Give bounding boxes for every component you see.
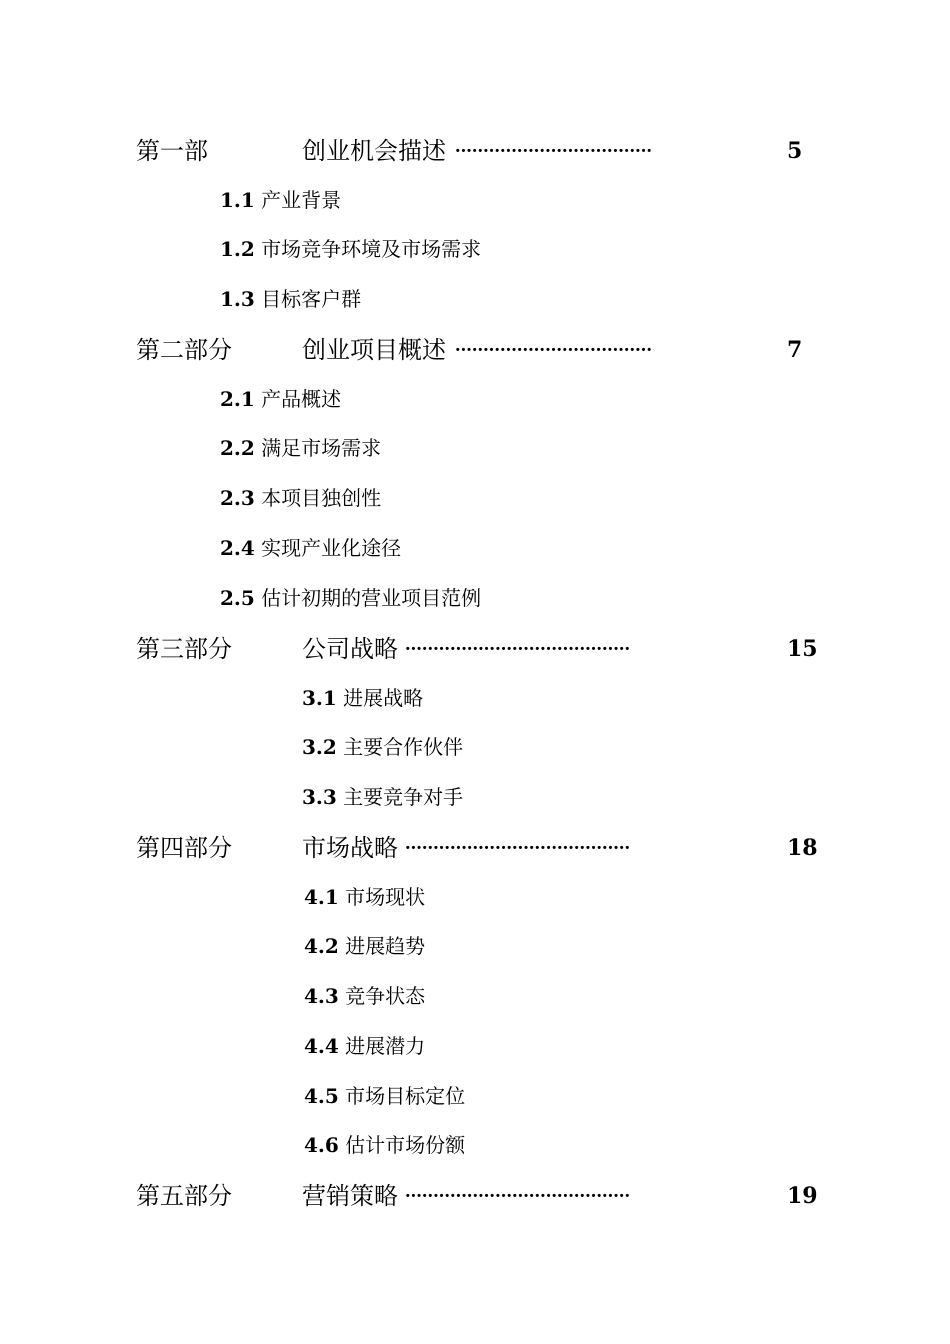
toc-section[interactable]	[220, 533, 401, 563]
section-title: 主要竞争对手	[343, 785, 464, 809]
toc-section[interactable]	[220, 433, 381, 463]
toc-section[interactable]	[220, 185, 341, 215]
part-label: 第四部分	[136, 834, 232, 862]
page-number: 19	[787, 1183, 818, 1209]
section-number: 3.3	[302, 785, 337, 809]
section-title: 市场竞争环境及市场需求	[261, 237, 482, 261]
toc-part-5[interactable]	[136, 1178, 816, 1214]
toc-section[interactable]	[302, 732, 463, 762]
section-number: 2.1	[220, 387, 255, 411]
toc-section[interactable]	[302, 683, 423, 713]
part-label: 第二部分	[136, 336, 232, 364]
section-number: 4.2	[304, 934, 339, 958]
section-number: 2.4	[220, 536, 255, 560]
toc-section[interactable]	[304, 931, 425, 961]
toc-part-1[interactable]	[136, 133, 816, 169]
page-number: 18	[787, 835, 818, 861]
part-title: 营销策略	[302, 1182, 398, 1210]
toc-section[interactable]	[220, 483, 381, 513]
section-title: 实现产业化途径	[261, 536, 402, 560]
page-number: 15	[787, 636, 818, 662]
section-number: 3.1	[302, 686, 337, 710]
section-number: 1.2	[220, 237, 255, 261]
toc-section[interactable]	[304, 981, 425, 1011]
section-title: 估计市场份额	[345, 1133, 466, 1157]
leader-dots: ···································	[454, 336, 652, 364]
leader-dots: ········································	[404, 635, 630, 663]
section-title: 市场目标定位	[345, 1084, 466, 1108]
leader-dots: ···································	[454, 137, 652, 165]
section-number: 4.1	[304, 885, 339, 909]
toc-section[interactable]	[302, 782, 463, 812]
part-label: 第三部分	[136, 635, 232, 663]
section-title: 进展趋势	[345, 934, 426, 958]
toc-section[interactable]	[304, 882, 425, 912]
part-title: 创业机会描述	[302, 137, 446, 165]
part-title: 市场战略	[302, 834, 398, 862]
section-title: 进展潜力	[345, 1034, 426, 1058]
page-number: 7	[787, 337, 803, 363]
page-number: 5	[787, 138, 803, 164]
section-title: 估计初期的营业项目范例	[261, 586, 482, 610]
leader-dots: ········································	[404, 834, 630, 862]
section-title: 产品概述	[261, 387, 342, 411]
section-number: 4.5	[304, 1084, 339, 1108]
section-number: 4.6	[304, 1133, 339, 1157]
toc-part-4[interactable]	[136, 830, 816, 866]
section-number: 4.3	[304, 984, 339, 1008]
toc-part-3[interactable]	[136, 631, 816, 667]
section-title: 主要合作伙伴	[343, 735, 464, 759]
toc-section[interactable]	[220, 234, 481, 264]
section-title: 进展战略	[343, 686, 424, 710]
section-number: 1.1	[220, 188, 255, 212]
section-title: 目标客户群	[261, 287, 362, 311]
toc-section[interactable]	[304, 1081, 465, 1111]
section-number: 2.5	[220, 586, 255, 610]
part-title: 公司战略	[302, 635, 398, 663]
toc-section[interactable]	[220, 384, 341, 414]
section-number: 2.2	[220, 436, 255, 460]
section-title: 市场现状	[345, 885, 426, 909]
section-number: 1.3	[220, 287, 255, 311]
toc-section[interactable]	[220, 583, 481, 613]
section-title: 产业背景	[261, 188, 342, 212]
toc-part-2[interactable]	[136, 332, 816, 368]
part-title: 创业项目概述	[302, 336, 446, 364]
section-number: 3.2	[302, 735, 337, 759]
section-number: 4.4	[304, 1034, 339, 1058]
section-title: 满足市场需求	[261, 436, 382, 460]
toc-section[interactable]	[304, 1130, 465, 1160]
part-label: 第一部	[136, 137, 208, 165]
toc-section[interactable]	[220, 284, 361, 314]
part-label: 第五部分	[136, 1182, 232, 1210]
section-title: 本项目独创性	[261, 486, 382, 510]
leader-dots: ········································	[404, 1182, 630, 1210]
section-title: 竞争状态	[345, 984, 426, 1008]
section-number: 2.3	[220, 486, 255, 510]
toc-section[interactable]	[304, 1031, 425, 1061]
